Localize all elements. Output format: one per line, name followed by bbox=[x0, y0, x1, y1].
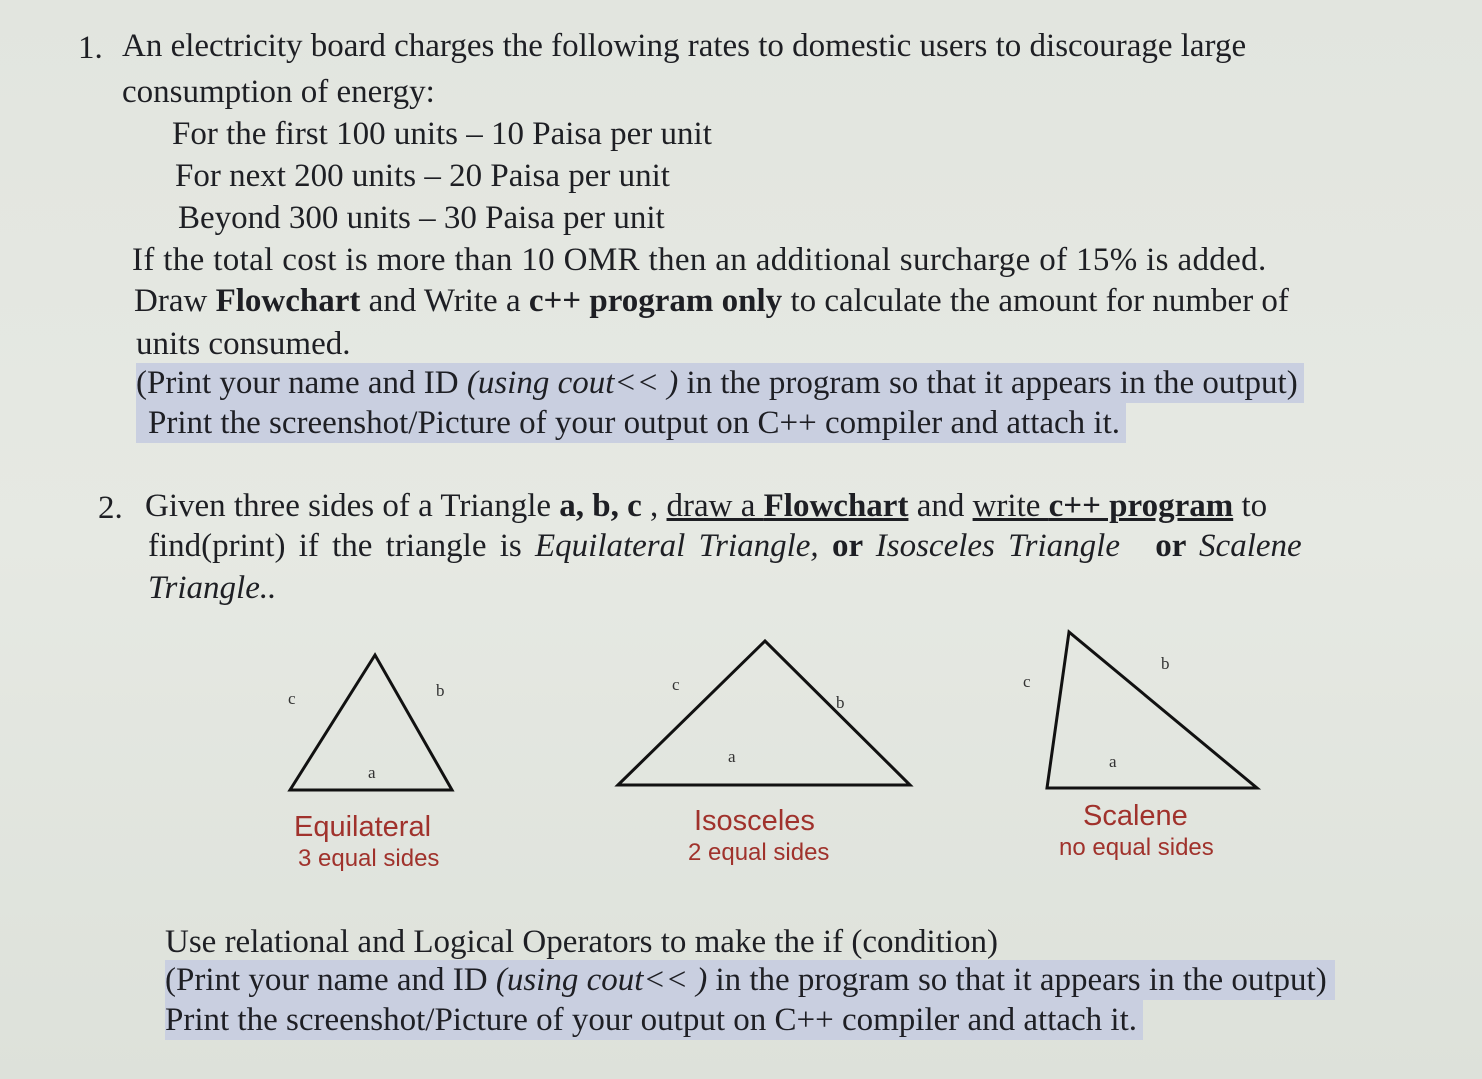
scalene-subtitle: no equal sides bbox=[1059, 834, 1214, 861]
q1-number: 1. bbox=[78, 30, 103, 66]
q1-cout: (using cout<< ) bbox=[466, 365, 679, 401]
equilateral-figure bbox=[280, 645, 470, 875]
equilateral-title: Equilateral bbox=[294, 811, 432, 843]
isosceles-side-c: c bbox=[672, 675, 680, 694]
q2-scalene: Scalene bbox=[1199, 528, 1302, 564]
q1-units: units consumed. bbox=[136, 326, 351, 362]
q1-print-line bbox=[136, 363, 1304, 403]
q1-print-a: (Print your name and ID bbox=[136, 365, 467, 401]
q2-l1-a: Given three sides of a Triangle bbox=[145, 488, 560, 524]
q2-line3 bbox=[148, 568, 276, 608]
scalene-figure bbox=[1015, 622, 1265, 872]
q2-print-line bbox=[165, 960, 1335, 1000]
q1-rate-3: Beyond 300 units – 30 Paisa per unit bbox=[178, 200, 665, 236]
q2-flowchart: Flowchart bbox=[763, 488, 909, 524]
q1-rate-1: For the first 100 units – 10 Paisa per unit bbox=[172, 116, 712, 152]
q2-line1 bbox=[145, 486, 1267, 526]
q2-and: and bbox=[908, 488, 973, 524]
q1-screenshot-line: Print the screenshot/Picture of your output on C++ compiler and attach it. bbox=[136, 403, 1126, 443]
equilateral-side-b: b bbox=[436, 681, 445, 700]
scalene-side-c: c bbox=[1023, 672, 1031, 691]
scalene-title: Scalene bbox=[1083, 800, 1188, 832]
q2-screenshot-line: Print the screenshot/Picture of your output on C++ compiler and attach it. bbox=[165, 1000, 1143, 1040]
q2-comma: , bbox=[641, 488, 667, 524]
q1-flowchart: Flowchart bbox=[215, 283, 361, 319]
q1-draw-a: Draw bbox=[134, 283, 216, 319]
scalene-side-a: a bbox=[1109, 752, 1117, 771]
q2-line2 bbox=[148, 526, 1302, 566]
q1-draw-c: to calculate the amount for number of bbox=[782, 283, 1289, 319]
q1-rate-2: For next 200 units – 20 Paisa per unit bbox=[175, 158, 670, 194]
q2-print-a: (Print your name and ID bbox=[165, 962, 496, 998]
q1-draw-b: and Write a bbox=[360, 283, 529, 319]
q2-write: write bbox=[972, 488, 1049, 524]
isosceles-title: Isosceles bbox=[694, 805, 815, 837]
isosceles-side-a: a bbox=[728, 747, 736, 766]
q2-operators: Use relational and Logical Operators to make the if (condition) bbox=[165, 924, 998, 960]
q2-number: 2. bbox=[98, 490, 123, 526]
q2-draw-flowchart bbox=[667, 488, 909, 524]
scalene-triangle bbox=[1015, 622, 1265, 794]
equilateral-side-c: c bbox=[288, 689, 296, 708]
q1-print-b: in the program so that it appears in the output) bbox=[678, 365, 1298, 401]
isosceles-figure bbox=[610, 635, 920, 870]
q1-draw-line bbox=[134, 281, 1289, 321]
equilateral-side-a: a bbox=[368, 763, 376, 782]
isosceles-subtitle: 2 equal sides bbox=[688, 839, 830, 866]
q2-write-program bbox=[973, 488, 1234, 524]
q2-or-1: or bbox=[818, 528, 876, 564]
isosceles-triangle bbox=[610, 635, 920, 795]
q2-to: to bbox=[1233, 488, 1268, 524]
q2-cpp-program: c++ program bbox=[1048, 488, 1234, 524]
q2-sides: a, b, c bbox=[559, 488, 642, 524]
q2-draw: draw a bbox=[666, 488, 764, 524]
q2-or-2: or bbox=[1141, 528, 1200, 564]
q1-surcharge: If the total cost is more than 10 OMR then an additional surcharge of 15% is added. bbox=[132, 242, 1267, 278]
q1-cpp-program: c++ program only bbox=[528, 283, 783, 319]
q2-l2-a: find(print) if the triangle is bbox=[148, 528, 535, 564]
equilateral-subtitle: 3 equal sides bbox=[298, 845, 440, 872]
q2-triangle-end: Triangle.. bbox=[148, 570, 277, 606]
q2-cout: (using cout<< ) bbox=[495, 962, 708, 998]
q1-line2: consumption of energy: bbox=[122, 74, 435, 110]
q2-print-b: in the program so that it appears in the output) bbox=[707, 962, 1327, 998]
q2-isosceles: Isosceles Triangle bbox=[875, 528, 1120, 564]
q1-line1 bbox=[122, 26, 1428, 66]
scalene-side-b: b bbox=[1161, 654, 1170, 673]
q2-equilateral: Equilateral Triangle, bbox=[535, 528, 819, 564]
q1-line1-text: An electricity board charges the following rates to domestic users to discourage large bbox=[122, 28, 1247, 64]
isosceles-side-b: b bbox=[836, 693, 845, 712]
